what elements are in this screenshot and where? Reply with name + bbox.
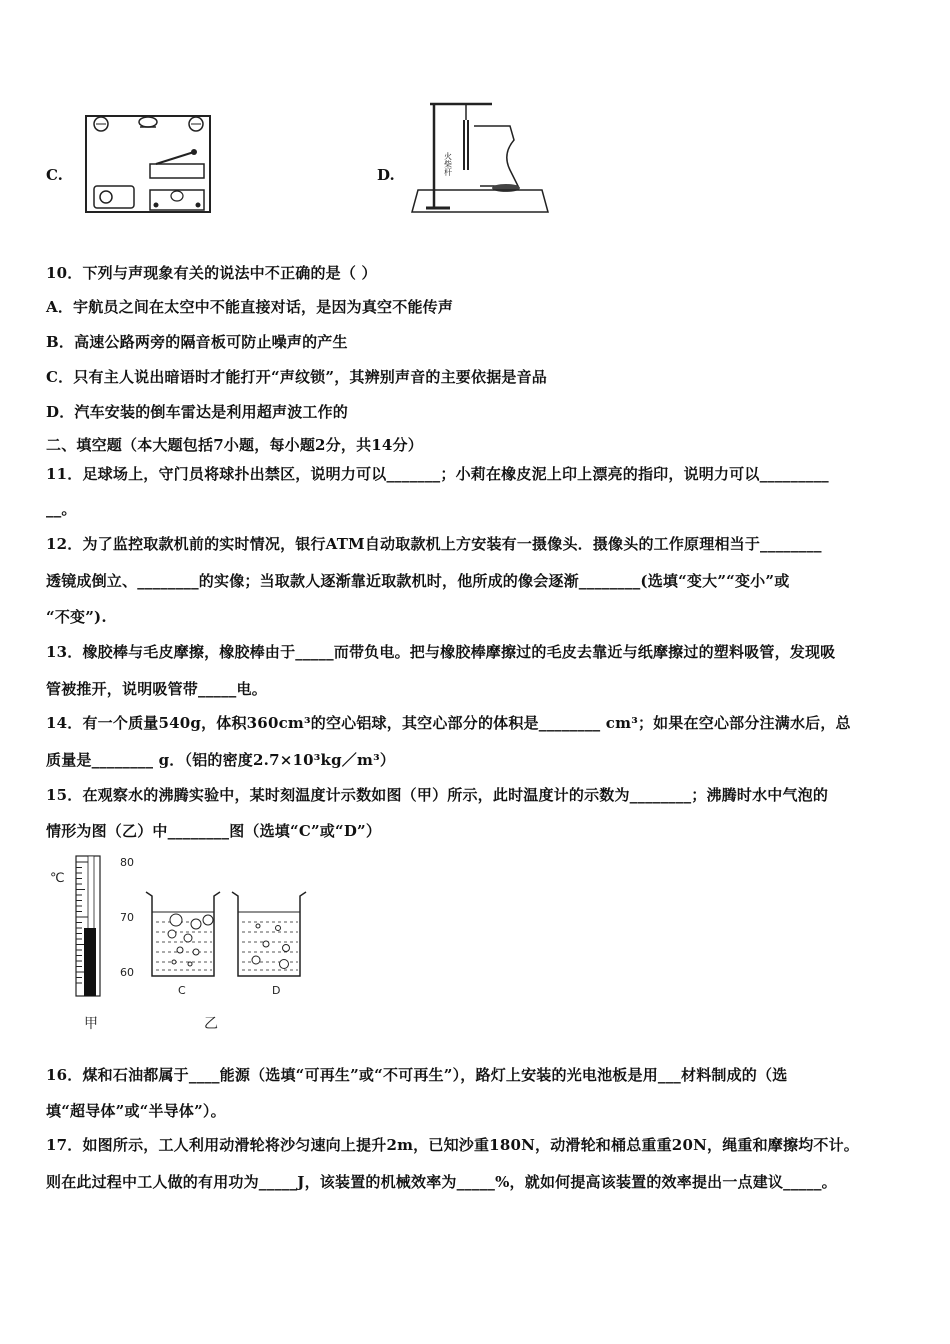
- q14-line-2: 质量是________ g．（铝的密度2.7×10³kg／m³）: [46, 751, 396, 769]
- q14-line-1: 14．有一个质量540g，体积360cm³的空心铝球，其空心部分的体积是________ cm³；如果在空心部分注满水后，总: [46, 714, 851, 732]
- beaker-c: [146, 892, 220, 976]
- q10-option-b: B．高速公路两旁的隔音板可防止噪声的产生: [46, 333, 348, 351]
- label-yi: 乙: [204, 1016, 218, 1032]
- q13-line-2: 管被推开，说明吸管带_____电。: [46, 680, 267, 698]
- beaker-d-label: D: [272, 984, 281, 997]
- q11-line-1: 11．足球场上，守门员将球扑出禁区，说明力可以_______；小莉在橡皮泥上印上漂亮的指印，说明力可以_________: [46, 465, 829, 483]
- q13-line-1: 13．橡胶棒与毛皮摩擦，橡胶棒由于_____而带负电。把与橡胶棒摩擦过的毛皮去靠近与纸摩擦过的塑料吸管，发现吸: [46, 643, 836, 661]
- q16-line-2: 填“超导体”或“半导体”）。: [46, 1102, 226, 1120]
- option-c-label: C.: [46, 166, 63, 184]
- q12-line-1: 12．为了监控取款机前的实时情况，银行ATM自动取款机上方安装有一摄像头．摄像头的工作原理相当于________: [46, 535, 822, 553]
- q11-line-2: __。: [46, 500, 77, 518]
- thermometer-liquid-column: [84, 928, 96, 996]
- q16-line-1: 16．煤和石油都属于____能源（选填“可再生”或“不可再生”），路灯上安装的光电池板是用___材料制成的（选: [46, 1066, 788, 1084]
- q10-stem: 10．下列与声现象有关的说法中不正确的是（ ）: [46, 264, 377, 282]
- tick-label-70: 70: [120, 911, 134, 924]
- q12-line-3: “不变”).: [46, 608, 107, 626]
- tick-label-80: 80: [120, 856, 134, 869]
- tick-label-60: 60: [120, 966, 134, 979]
- q17-line-2: 则在此过程中工人做的有用功为_____J，该装置的机械效率为_____%，就如何提高该装置的效率提出一点建议_____。: [46, 1173, 837, 1191]
- beaker-d: [232, 892, 306, 976]
- q10-option-c: C．只有主人说出暗语时才能打开“声纹锁”，其辨别声音的主要依据是音品: [46, 368, 547, 386]
- circuit-diagram-c: [84, 108, 214, 216]
- q15-line-2: 情形为图（乙）中________图（选填“C”或“D”）: [46, 822, 382, 840]
- section-2-title: 二、填空题（本大题包括7小题，每小题2分，共14分）: [46, 436, 423, 454]
- q10-option-a: A．宇航员之间在太空中不能直接对话，是因为真空不能传声: [46, 298, 454, 316]
- match-stick-label: 火柴杆: [443, 152, 453, 176]
- tuning-fork-apparatus-d: [410, 100, 550, 218]
- beaker-c-label: C: [178, 984, 186, 997]
- option-d-label: D.: [377, 166, 395, 184]
- label-jia: 甲: [84, 1016, 98, 1032]
- q17-line-1: 17．如图所示，工人利用动滑轮将沙匀速向上提升2m，已知沙重180N，动滑轮和桶总重重20N，绳重和摩擦均不计。: [46, 1136, 859, 1154]
- q15-figure: [44, 852, 324, 1037]
- q12-line-2: 透镜成倒立、________的实像；当取款人逐渐靠近取款机时，他所成的像会逐渐________(选填“变大”“变小”或: [46, 572, 790, 590]
- q15-line-1: 15．在观察水的沸腾实验中，某时刻温度计示数如图（甲）所示，此时温度计的示数为________；沸腾时水中气泡的: [46, 786, 829, 804]
- celsius-unit: ℃: [50, 871, 65, 886]
- q10-option-d: D．汽车安装的倒车雷达是利用超声波工作的: [46, 403, 349, 421]
